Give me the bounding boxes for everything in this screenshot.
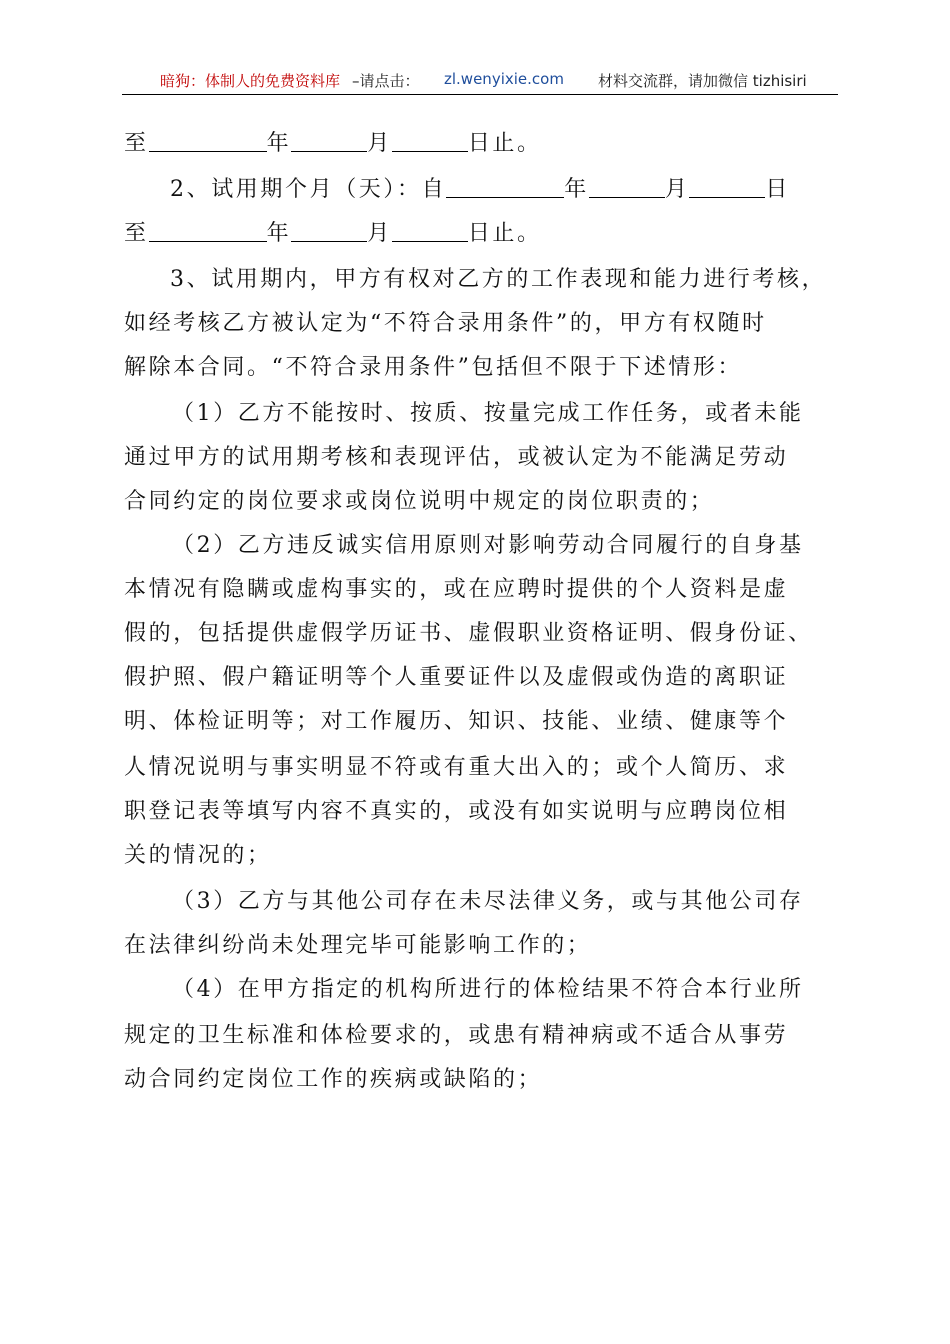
- trial-period-line: 2、试用期个月（天）：自 年 月 日: [170, 177, 791, 202]
- paragraph-line: 动合同约定岗位工作的疾病或缺陷的；: [124, 1067, 543, 1092]
- blank-field: [149, 219, 267, 242]
- blank-field: [291, 219, 367, 242]
- paragraph-line: 本情况有隐瞒或虚构事实的，或在应聘时提供的个人资料是虚: [124, 577, 789, 602]
- paragraph-line: 职登记表等填写内容不真实的，或没有如实说明与应聘岗位相: [124, 799, 789, 824]
- paragraph-line: 通过甲方的试用期考核和表现评估，或被认定为不能满足劳动: [124, 445, 789, 470]
- blank-field: [589, 175, 665, 198]
- date-line-1: 至 年 月 日止。: [124, 131, 542, 156]
- paragraph-line: 关的情况的；: [124, 843, 272, 868]
- header-title: 暗狗：体制人的免费资料库: [160, 72, 341, 90]
- paragraph-line: 规定的卫生标准和体检要求的，或患有精神病或不适合从事劳: [124, 1023, 789, 1048]
- blank-field: [291, 129, 367, 152]
- blank-field: [392, 129, 468, 152]
- blank-field: [446, 175, 564, 198]
- paragraph-line: （2）乙方违反诚实信用原则对影响劳动合同履行的自身基: [172, 533, 804, 558]
- header-link[interactable]: zl.wenyixie.com: [444, 70, 564, 88]
- paragraph-line: 3、试用期内，甲方有权对乙方的工作表现和能力进行考核，: [170, 267, 827, 292]
- header-prompt: –请点击：: [352, 72, 420, 90]
- paragraph-line: （1）乙方不能按时、按质、按量完成工作任务，或者未能: [172, 401, 804, 426]
- paragraph-line: 假的，包括提供虚假学历证书、虚假职业资格证明、假身份证、: [124, 621, 813, 646]
- paragraph-line: 如经考核乙方被认定为“不符合录用条件”的，甲方有权随时: [124, 311, 767, 336]
- blank-field: [149, 129, 267, 152]
- paragraph-line: 合同约定的岗位要求或岗位说明中规定的岗位职责的；: [124, 489, 715, 514]
- paragraph-line: 在法律纠纷尚未处理完毕可能影响工作的；: [124, 933, 592, 958]
- paragraph-line: 人情况说明与事实明显不符或有重大出入的；或个人简历、求: [124, 755, 789, 780]
- date-line-2: 至 年 月 日止。: [124, 221, 542, 246]
- paragraph-line: 解除本合同。“不符合录用条件”包括但不限于下述情形：: [124, 355, 743, 380]
- blank-field: [689, 175, 765, 198]
- paragraph-line: （4）在甲方指定的机构所进行的体检结果不符合本行业所: [172, 977, 804, 1002]
- paragraph-line: 明、体检证明等；对工作履历、知识、技能、业绩、健康等个: [124, 709, 789, 734]
- paragraph-line: （3）乙方与其他公司存在未尽法律义务，或与其他公司存: [172, 889, 804, 914]
- page-header: [122, 68, 838, 95]
- blank-field: [392, 219, 468, 242]
- header-wechat-note: 材料交流群，请加微信 tizhisiri: [598, 72, 807, 90]
- paragraph-line: 假护照、假户籍证明等个人重要证件以及虚假或伪造的离职证: [124, 665, 789, 690]
